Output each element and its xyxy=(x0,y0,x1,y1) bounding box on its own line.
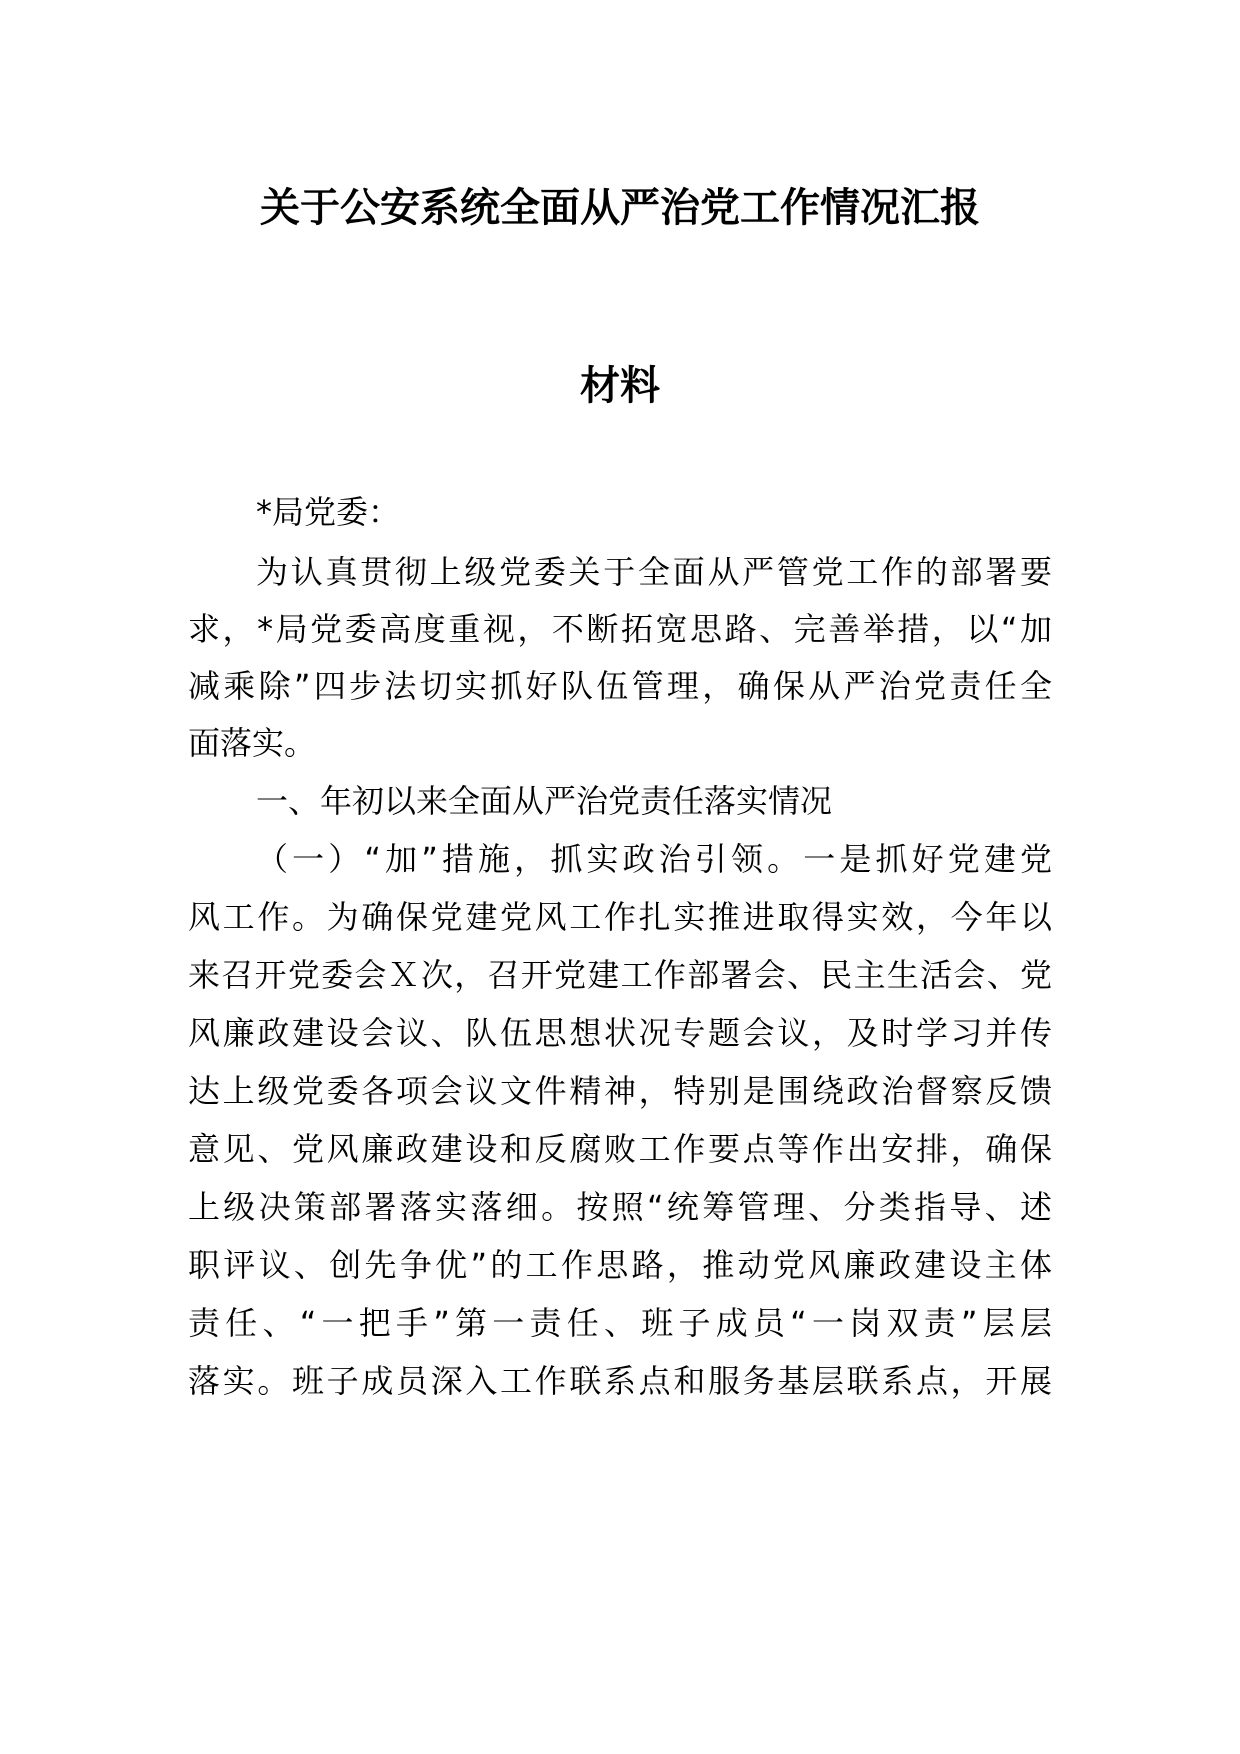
paragraph-line: 风工作。为确保党建党风工作扎实推进取得实效，今年以 xyxy=(188,898,1052,936)
paragraph-line: 为认真贯彻上级党委关于全面从严管党工作的部署要 xyxy=(256,553,1052,591)
paragraph-line: （一）“加”措施，抓实政治引领。一是抓好党建党 xyxy=(256,840,1052,878)
paragraph-line: 责任、“一把手”第一责任、班子成员“一岗双责”层层 xyxy=(188,1304,1052,1342)
paragraph-line: 来召开党委会Ｘ次，召开党建工作部署会、民主生活会、党 xyxy=(188,956,1052,994)
paragraph-line: 风廉政建设会议、队伍思想状况专题会议，及时学习并传 xyxy=(188,1014,1052,1052)
paragraph-line: 上级决策部署落实落细。按照“统筹管理、分类指导、述 xyxy=(188,1188,1052,1226)
salutation: *局党委： xyxy=(256,493,401,531)
paragraph-line: 面落实。 xyxy=(188,724,317,762)
document-title-line-2: 材料 xyxy=(580,363,660,409)
paragraph-line: 求，*局党委高度重视，不断拓宽思路、完善举措，以“加 xyxy=(188,610,1052,648)
paragraph-line: 落实。班子成员深入工作联系点和服务基层联系点，开展 xyxy=(188,1362,1052,1400)
paragraph-line: 达上级党委各项会议文件精神，特别是围绕政治督察反馈 xyxy=(188,1072,1052,1110)
paragraph-line: 减乘除”四步法切实抓好队伍管理，确保从严治党责任全 xyxy=(188,667,1052,705)
paragraph-line: 职评议、创先争优”的工作思路，推动党风廉政建设主体 xyxy=(188,1246,1052,1284)
paragraph-line: 意见、党风廉政建设和反腐败工作要点等作出安排，确保 xyxy=(188,1130,1052,1168)
document-title-line-1: 关于公安系统全面从严治党工作情况汇报 xyxy=(260,185,980,231)
section-heading-text: 一、年初以来全面从严治党责任落实情况 xyxy=(256,782,833,820)
